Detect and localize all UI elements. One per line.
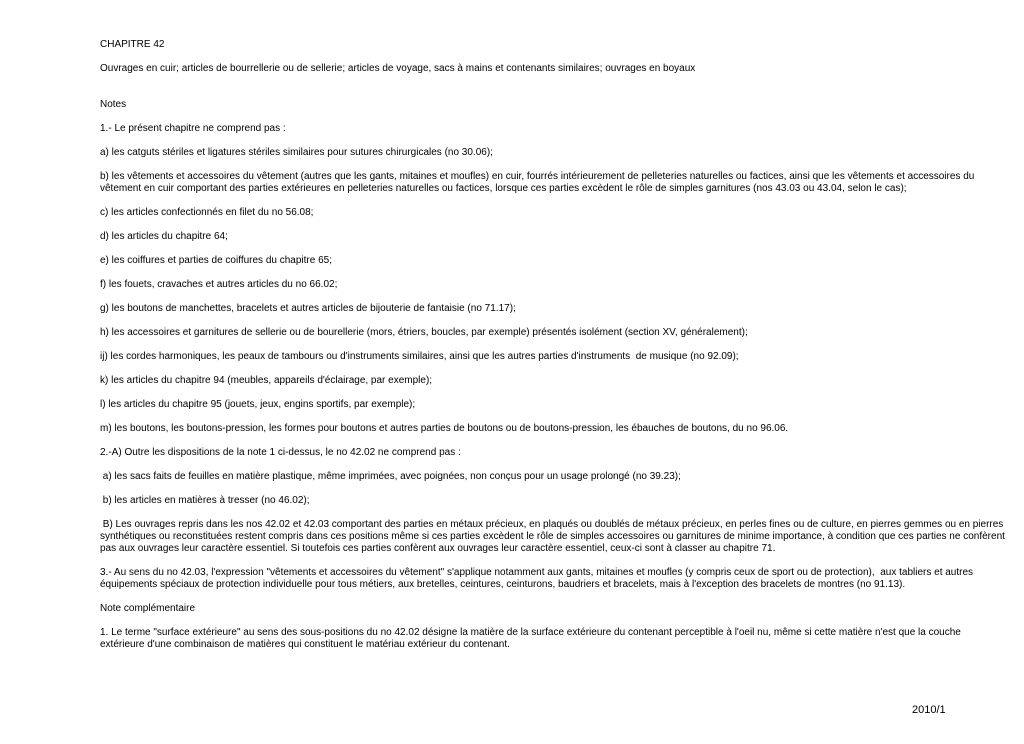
- note-2-intro: 2.-A) Outre les dispositions de la note 1 ci-dessus, le no 42.02 ne comprend pas :: [100, 447, 461, 458]
- note-1-item-g: g) les boutons de manchettes, bracelets et autres articles de bijouterie de fantaisie (no 71.17);: [100, 303, 516, 314]
- note-1-item-b: b) les vêtements et accessoires du vêtement (autres que les gants, mitaines et moufles) en cuir, fourrés intérieurement de pelleteries naturelles ou factices, ainsi que les vêtements et accessoires du vêtement en cuir comportant des parties extérieures en pelleteries naturelles ou factices, lorsque ces parties excèdent le rôle de simples garnitures (nos 43.03 ou 43.04, selon le cas);: [100, 171, 978, 194]
- note-1-item-c: c) les articles confectionnés en filet du no 56.08;: [100, 207, 314, 218]
- note-2-item-b: b) les articles en matières à tresser (no 46.02);: [100, 495, 310, 506]
- note-2-item-a: a) les sacs faits de feuilles en matière plastique, même imprimées, avec poignées, non conçus pour un usage prolongé (no 39.23);: [100, 471, 681, 482]
- chapter-title: Ouvrages en cuir; articles de bourrellerie ou de sellerie; articles de voyage, sacs à mains et contenants similaires; ouvrages en boyaux: [100, 63, 696, 74]
- note-3: 3.- Au sens du no 42.03, l'expression "vêtements et accessoires du vêtement" s'applique notamment aux gants, mitaines et moufles (y compris ceux de sport ou de protection), aux tabliers et autres équipements spéciaux de protection individuelle pour tous métiers, aux bretelles, ceintures, ceinturons, baudriers et bracelets, mais à l'exception des bracelets de montres (no 91.13).: [100, 567, 976, 590]
- note-2-b: B) Les ouvrages repris dans les nos 42.02 et 42.03 comportant des parties en métaux précieux, en plaqués ou doublés de métaux précieux, en perles fines ou de culture, en pierres gemmes ou en pierres synthétiques ou reconstituées restent compris dans ces positions même si ces parties excèdent le rôle de simples accessoires ou garnitures de minime importance, à condition que ces parties ne confèrent pas aux ouvrages leur caractère essentiel. Si toutefois ces parties confèrent aux ouvrages leur caractère essentiel, ceux-ci sont à classer au chapitre 71.: [100, 519, 1008, 554]
- document-body: [100, 39, 1008, 663]
- note-1-item-d: d) les articles du chapitre 64;: [100, 231, 228, 242]
- complementary-heading: Note complémentaire: [100, 603, 196, 614]
- note-1-item-a: a) les catguts stériles et ligatures stériles similaires pour sutures chirurgicales (no 30.06);: [100, 147, 493, 158]
- note-1-item-h: h) les accessoires et garnitures de sellerie ou de bourellerie (mors, étriers, boucles, par exemple) présentés isolément (section XV, généralement);: [100, 327, 748, 338]
- notes-heading: Notes: [100, 99, 127, 110]
- chapter-heading: CHAPITRE 42: [100, 39, 165, 50]
- note-1-item-k: k) les articles du chapitre 94 (meubles, appareils d'éclairage, par exemple);: [100, 375, 433, 386]
- complementary-note-1: 1. Le terme "surface extérieure" au sens des sous-positions du no 42.02 désigne la matière de la surface extérieure du contenant perceptible à l'oeil nu, même si cette matière n'est que la couche extérieure d'une combinaison de matières qui constituent le matériau extérieur du contenant.: [100, 627, 964, 650]
- note-1-item-l: l) les articles du chapitre 95 (jouets, jeux, engins sportifs, par exemple);: [100, 399, 416, 410]
- note-1-intro: 1.- Le présent chapitre ne comprend pas :: [100, 123, 286, 134]
- page-reference: 2010/1: [912, 704, 946, 716]
- note-1-item-m: m) les boutons, les boutons-pression, les formes pour boutons et autres parties de boutons ou de boutons-pression, les ébauches de boutons, du no 96.06.: [100, 423, 789, 434]
- note-1-item-ij: ij) les cordes harmoniques, les peaux de tambours ou d'instruments similaires, ainsi que les autres parties d'instruments de musique (no 92.09);: [100, 351, 739, 362]
- note-1-item-f: f) les fouets, cravaches et autres articles du no 66.02;: [100, 279, 338, 290]
- note-1-item-e: e) les coiffures et parties de coiffures du chapitre 65;: [100, 255, 332, 266]
